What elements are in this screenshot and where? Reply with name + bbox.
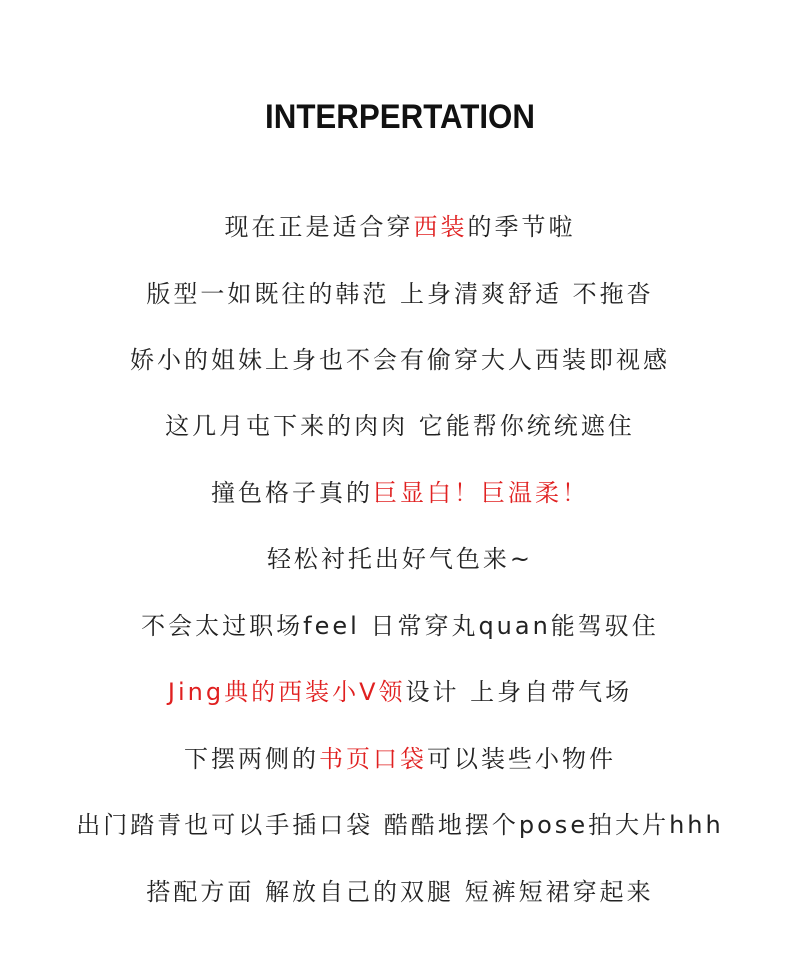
text-line-2 <box>0 279 800 309</box>
text-segment: 版型一如既往的韩范 上身清爽舒适 不拖沓 <box>146 280 654 308</box>
text-segment: 的季节啦 <box>467 213 576 241</box>
text-line-3 <box>0 345 800 375</box>
highlight-text: 西装 <box>413 213 468 241</box>
text-line-5 <box>0 478 800 508</box>
text-segment: 不会太过职场feel 日常穿丸quan能驾驭住 <box>141 612 659 640</box>
text-segment: 搭配方面 解放自己的双腿 短裤短裙穿起来 <box>146 878 654 906</box>
highlight-text: 巨显白！巨温柔！ <box>373 479 589 507</box>
highlight-text: 书页口袋 <box>319 745 427 773</box>
text-segment: 下摆两侧的 <box>184 745 319 773</box>
text-segment: 现在正是适合穿 <box>224 213 414 241</box>
text-segment: 出门踏青也可以手插口袋 酷酷地摆个pose拍大片hhh <box>76 811 724 839</box>
text-segment: 可以装些小物件 <box>427 745 616 773</box>
text-segment: 这几月屯下来的肉肉 它能帮你统统遮住 <box>165 412 635 440</box>
section-title: INTERPERTATION <box>265 98 535 136</box>
text-line-7 <box>0 611 800 641</box>
text-line-6 <box>0 544 800 574</box>
text-line-1 <box>0 212 800 242</box>
text-segment: 设计 上身自带气场 <box>405 678 633 706</box>
text-line-4 <box>0 411 800 441</box>
text-segment: 轻松衬托出好气色来~ <box>266 545 534 573</box>
text-line-10 <box>0 810 800 840</box>
text-line-11 <box>0 877 800 907</box>
text-segment: 撞色格子真的 <box>211 479 373 507</box>
text-segment: 娇小的姐妹上身也不会有偷穿大人西装即视感 <box>130 346 670 374</box>
text-line-9 <box>0 744 800 774</box>
highlight-text: Jing典的西装小V领 <box>167 678 406 706</box>
text-line-8 <box>0 677 800 707</box>
